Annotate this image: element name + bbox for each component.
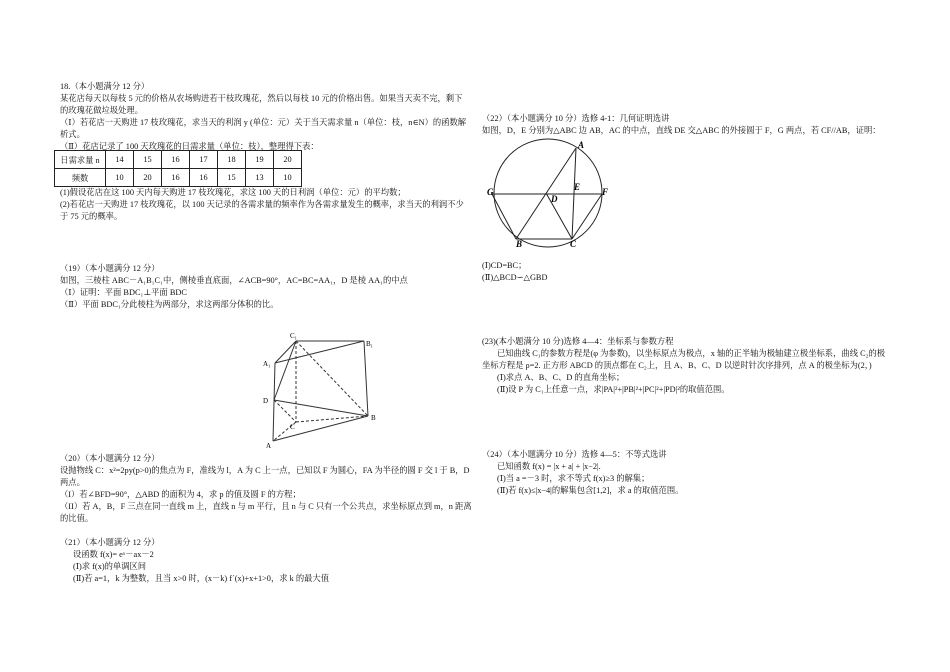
q20-line5: 的比值。 bbox=[60, 514, 94, 523]
label-d: D bbox=[263, 397, 269, 405]
q18-intro-line2: 的玫瑰花做垃圾处理。 bbox=[60, 106, 143, 115]
q18-sub2-line2: 于 75 元的概率。 bbox=[60, 212, 123, 221]
q23-line2: 坐标方程是 ρ=2. 正方形 ABCD 的顶点都在 C₂上，且 A、B、C、D 以逆时针次序排列，点 A 的极坐标为(2，) bbox=[482, 361, 872, 370]
q22-part1: (Ⅰ)CD=BC； bbox=[482, 261, 527, 270]
table-cell: 18 bbox=[218, 151, 246, 169]
q19-header: （19）（本小题满分 12 分） bbox=[60, 264, 160, 273]
q18-part1-line1: （Ⅰ）若花店一天购进 17 枝玫瑰花，求当天的利润 y (单位：元）关于当天需求量 n（单位：枝，n∈N）的函数解 bbox=[60, 118, 467, 127]
row-label-frequency: 频数 bbox=[55, 169, 106, 187]
q20-line2: 两点。 bbox=[60, 478, 85, 487]
q24-header: （24）（本小题满分 10 分）选修 4—5：不等式选讲 bbox=[482, 450, 667, 459]
q24-line2: (Ⅰ)当 a =－3 时，求不等式 f(x)≥3 的解集； bbox=[497, 474, 650, 483]
table-cell: 15 bbox=[218, 169, 246, 187]
q21-header: （21）（本小题满分 12 分） bbox=[60, 538, 160, 547]
q21-line3: (Ⅱ)若 a=1，k 为整数，且当 x>0 时，(x－k) f´(x)+x+1>0，求 k 的最大值 bbox=[73, 574, 330, 583]
label-c: C bbox=[290, 423, 295, 431]
q20-line4: （II）若 A，B，F 三点在同一直线 m 上，直线 n 与 m 平行，且 n 与 C 只有一个公共点，求坐标原点到 m，n 距离 bbox=[60, 502, 472, 511]
q21-line1: 设函数 f(x)= eˣ－ax－2 bbox=[73, 550, 154, 559]
q22-line1: 如图，D，E 分别为△ABC 边 AB，AC 的中点，直线 DE 交△ABC 的外接圆于 F，G 两点，若 CF//AB，证明： bbox=[482, 126, 881, 135]
table-cell: 16 bbox=[190, 169, 218, 187]
label-b1: B₁ bbox=[366, 340, 374, 348]
q23-line4: (Ⅱ)设 P 为 C₁上任意一点，求|PA|²+|PB|²+|PC|²+|PD|²的取值范围。 bbox=[497, 385, 730, 394]
q19-line3: （Ⅱ）平面 BDC₁分此棱柱为两部分，求这两部分体积的比。 bbox=[60, 300, 279, 309]
q24-line3: (Ⅱ)若 f(x)≤|x−4|的解集包含[1,2]，求 a 的取值范围。 bbox=[497, 486, 684, 495]
q23-line3: (Ⅰ)求点 A、B、C、D 的直角坐标； bbox=[497, 373, 625, 382]
q22-part2: (Ⅱ)△BCD∽△GBD bbox=[482, 273, 548, 282]
q20-line3: （I）若∠BFD=90°，△ABD 的面积为 4，求 p 的值及圆 F 的方程； bbox=[60, 490, 301, 499]
label-f: F bbox=[602, 187, 609, 197]
table-row bbox=[55, 169, 302, 187]
demand-frequency-table bbox=[54, 150, 302, 187]
q23-line1: 已知曲线 C₁的参数方程是(φ 为参数)，以坐标原点为极点，x 轴的正半轴为极轴建立极坐标系，曲线 C₂的极 bbox=[497, 349, 886, 358]
row-label-demand: 日需求量 n bbox=[55, 151, 106, 169]
q18-part2: （Ⅱ）花店记录了 100 天玫瑰花的日需求量（单位：枝），整理得下表： bbox=[60, 142, 319, 151]
table-cell: 10 bbox=[274, 169, 302, 187]
q18-intro-line1: 某花店每天以每枝 5 元的价格从农场购进若干枝玫瑰花，然后以每枝 10 元的价格出售。如果当天卖不完，剩下 bbox=[60, 94, 463, 103]
q24-line1: 已知函数 f(x) = |x + a| + |x−2|. bbox=[497, 462, 601, 471]
circle-figure bbox=[482, 135, 617, 250]
q18-header: 18.（本小题满分 12 分） bbox=[60, 82, 150, 91]
q23-header: (23)(本小题满分 10 分)选修 4—4：坐标系与参数方程 bbox=[482, 337, 674, 346]
table-cell: 13 bbox=[246, 169, 274, 187]
q21-line2: (Ⅰ)求 f(x)的单调区间 bbox=[73, 562, 147, 571]
q20-line1: 设抛物线 C：x²=2py(p>0)的焦点为 F，准线为 l，A 为 C 上一点，已知以 F 为圆心，FA 为半径的圆 F 交 l 于 B，D bbox=[60, 466, 470, 475]
q18-sub1: (1)假设花店在这 100 天内每天购进 17 枝玫瑰花，求这 100 天的日利润（单位：元）的平均数； bbox=[60, 188, 406, 197]
table-cell: 10 bbox=[106, 169, 134, 187]
label-e: E bbox=[574, 182, 581, 192]
q18-part1-line2: 析式。 bbox=[60, 130, 85, 139]
q20-header: （20）（本小题满分 12 分） bbox=[60, 454, 160, 463]
q19-line2: （Ⅰ）证明：平面 BDC₁⊥平面 BDC bbox=[60, 288, 187, 297]
label-b: B bbox=[371, 414, 376, 422]
table-cell: 16 bbox=[162, 169, 190, 187]
q19-line1: 如图，三棱柱 ABC－A₁B₁C₁中，侧棱垂直底面，∠ACB=90°，AC=BC=AA₁，D 是棱 AA₁的中点 bbox=[60, 276, 408, 285]
label-d: D bbox=[551, 194, 558, 204]
table-cell: 17 bbox=[190, 151, 218, 169]
table-cell: 14 bbox=[106, 151, 134, 169]
table-cell: 20 bbox=[274, 151, 302, 169]
label-a: A bbox=[266, 442, 272, 450]
label-b: B bbox=[516, 239, 523, 249]
label-c1: C₁ bbox=[290, 332, 298, 340]
label-a1: A₁ bbox=[263, 360, 271, 368]
label-g: G bbox=[487, 187, 494, 197]
q18-sub2-line1: (2)若花店一天购进 17 枝玫瑰花，以 100 天记录的各需求量的频率作为各需求量发生的概率，求当天的利润不少 bbox=[60, 200, 464, 209]
table-row bbox=[55, 151, 302, 169]
prism-figure bbox=[255, 325, 395, 450]
table-cell: 19 bbox=[246, 151, 274, 169]
label-c: C bbox=[570, 239, 577, 249]
table-cell: 15 bbox=[134, 151, 162, 169]
label-a: A bbox=[578, 140, 585, 150]
table-cell: 20 bbox=[134, 169, 162, 187]
q22-header: （22）（本小题满分 10 分）选修 4-1：几何证明选讲 bbox=[482, 114, 670, 123]
table-cell: 16 bbox=[162, 151, 190, 169]
